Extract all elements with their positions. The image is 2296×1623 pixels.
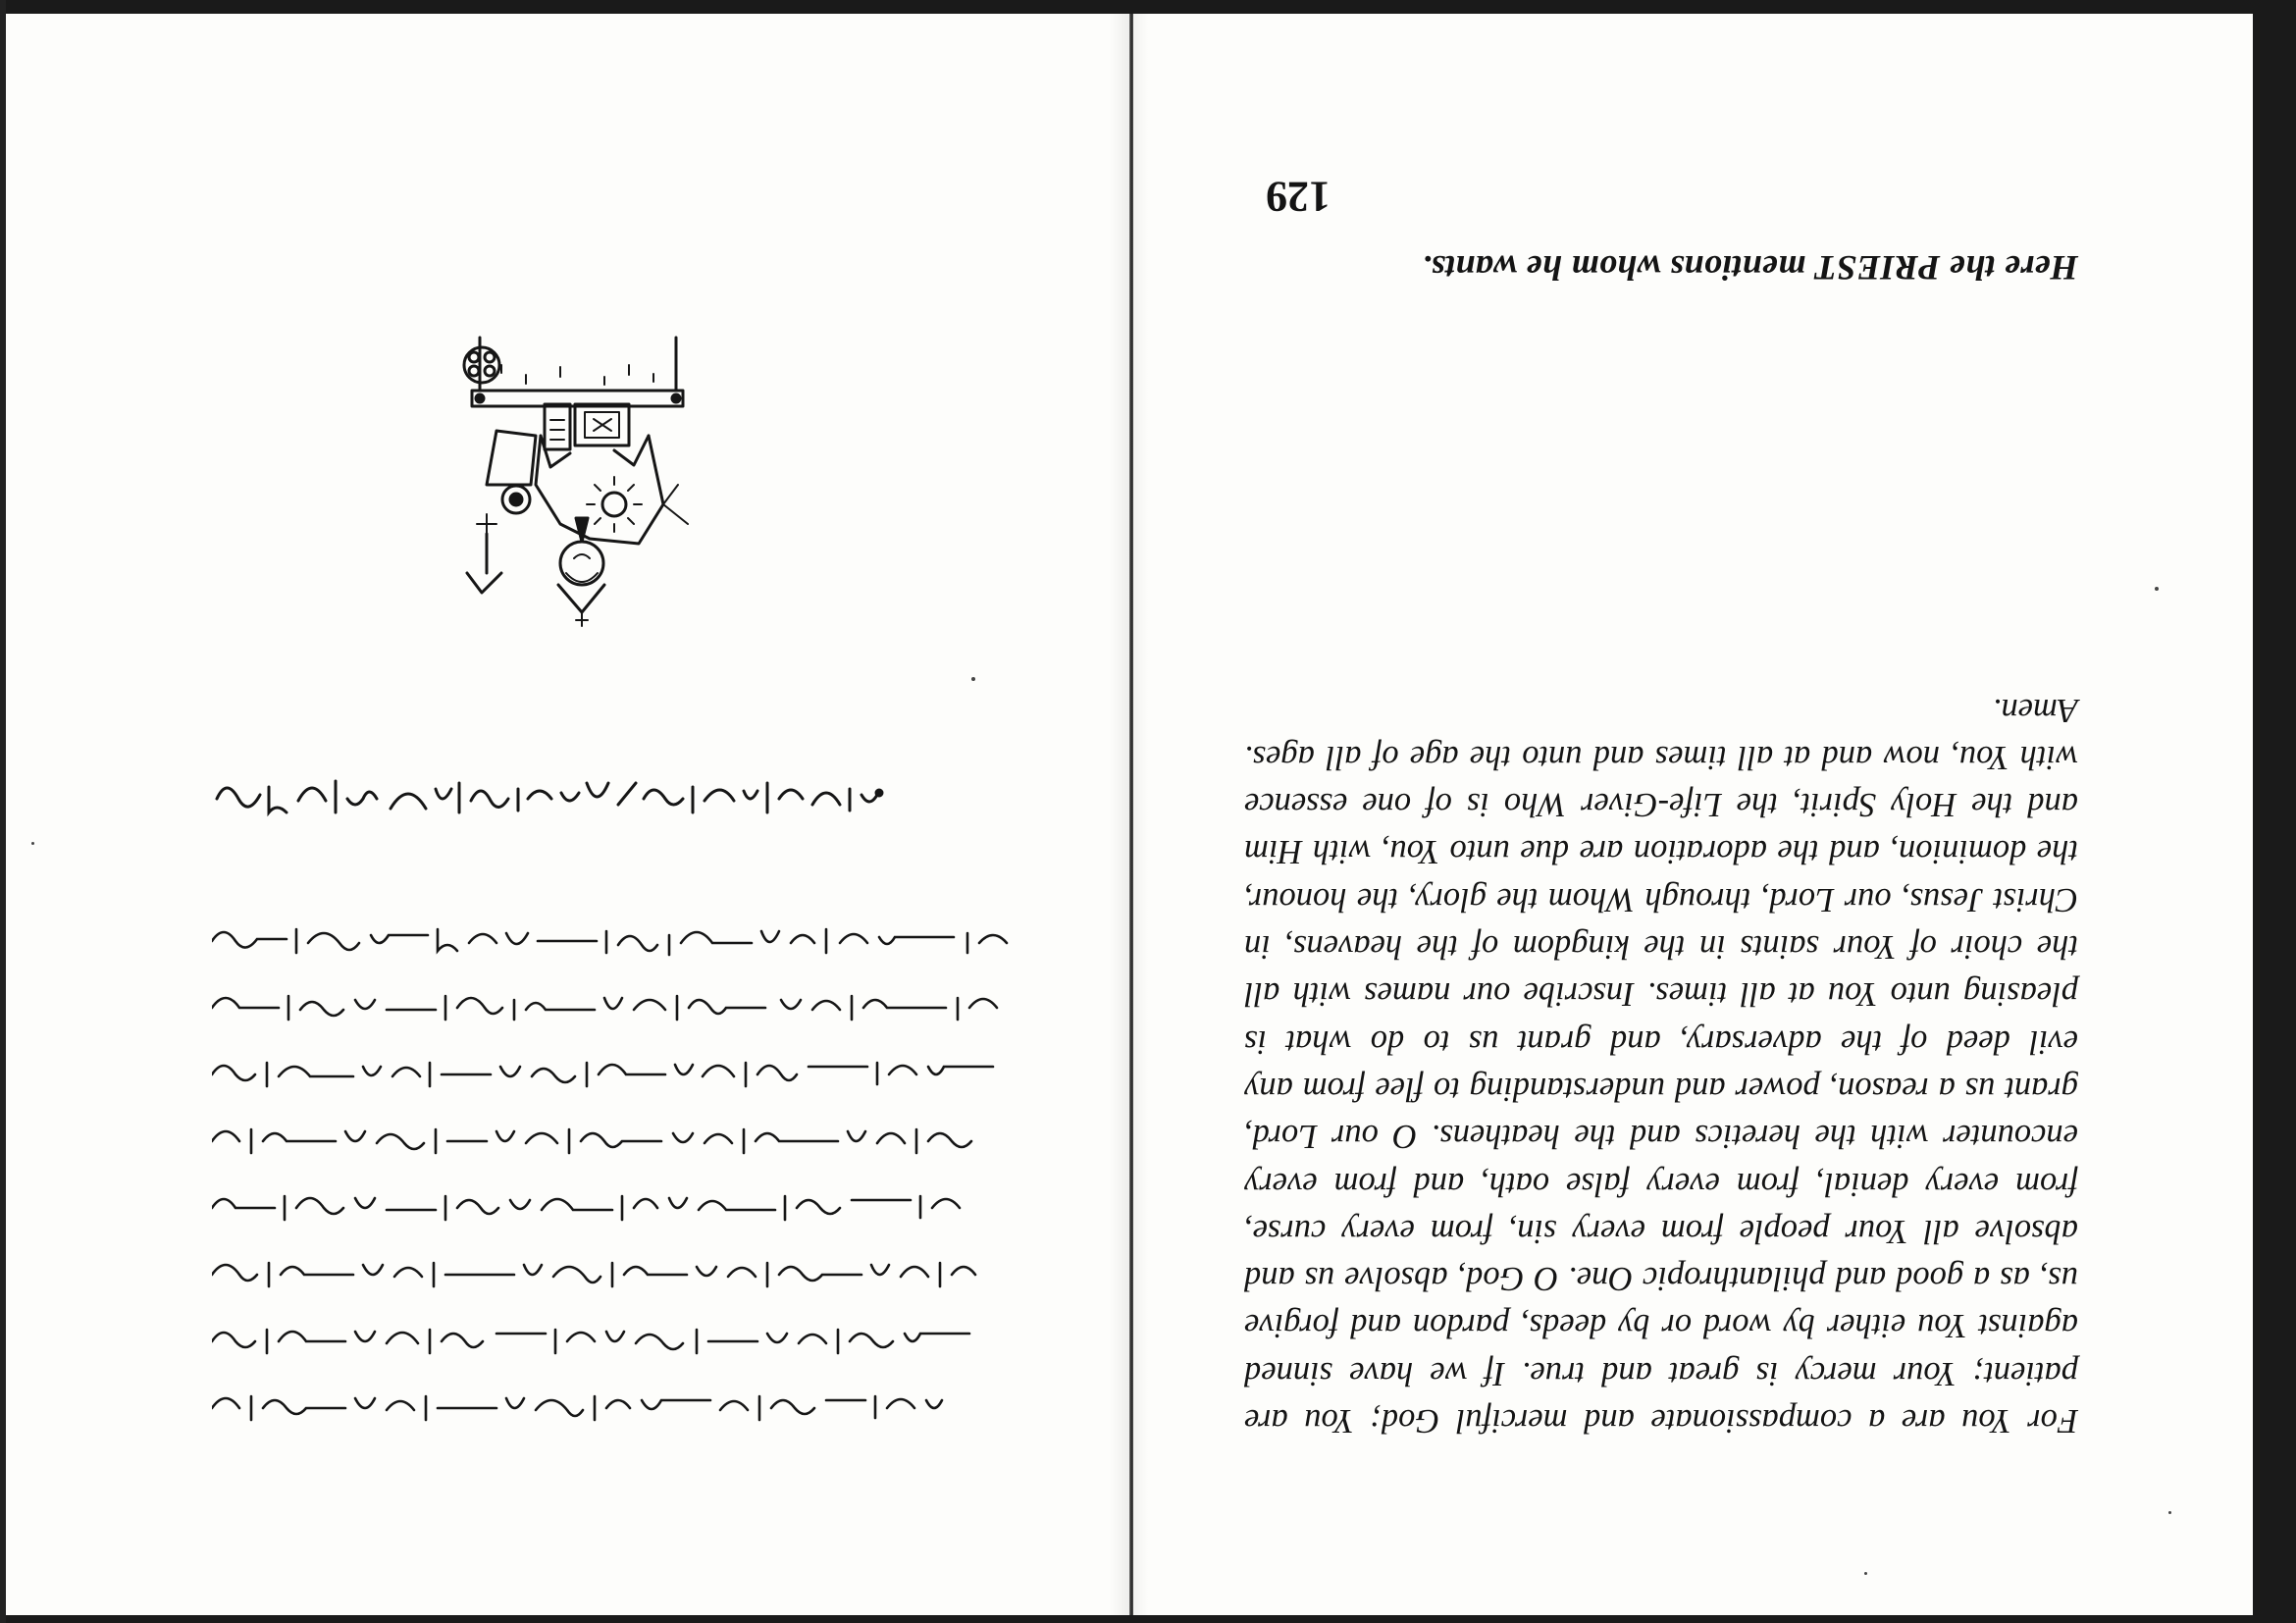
page-number: 129 [1266,173,1331,221]
handwritten-coptic-heading [212,769,889,828]
left-page [6,14,1124,1615]
scan-border-bottom [0,1615,2296,1623]
scan-border-top [0,0,2296,14]
dust-speck [971,677,975,681]
book-gutter [1129,14,1133,1615]
handwritten-coptic-text [212,921,1036,1451]
dust-speck [31,842,34,845]
dust-speck [1864,1572,1867,1575]
right-page [1138,14,2253,1615]
dust-speck [2168,1511,2171,1514]
priest-at-altar-icon [452,318,707,632]
scan-border-right [2253,0,2296,1623]
dust-speck [2155,587,2159,591]
prayer-paragraph: For You are a compassionate and merciful God; You are patient; Your mercy is great and true. If we have sinned against You either by word or by deeds, pardon and forgive us, as a good and philanthropic One. O God, absolve us and absolve all Your people from every sin, from every curse, from every denial, from every false oath, and from every encounter with the heretics and the heathens. O our Lord, grant us a reason, power and understanding to flee from any evil deed of the adversary, and grant us to do what is pleasing unto You at all times. Inscribe our names with all the choir of Your saints in the kingdom of the heavens, in Christ Jesus, our Lord, through Whom the glory, the honour, the dominion, and the adoration are due unto You, with Him and the Holy Spirit, the Life-Giver Who is of one essence with You, now and at all times and unto the age of all ages. Amen. [1244,691,2078,1440]
right-page-rotated-content [1138,14,2253,1615]
rubric-instruction: Here the PRIEST mentions whom he wants. [1422,248,2078,288]
